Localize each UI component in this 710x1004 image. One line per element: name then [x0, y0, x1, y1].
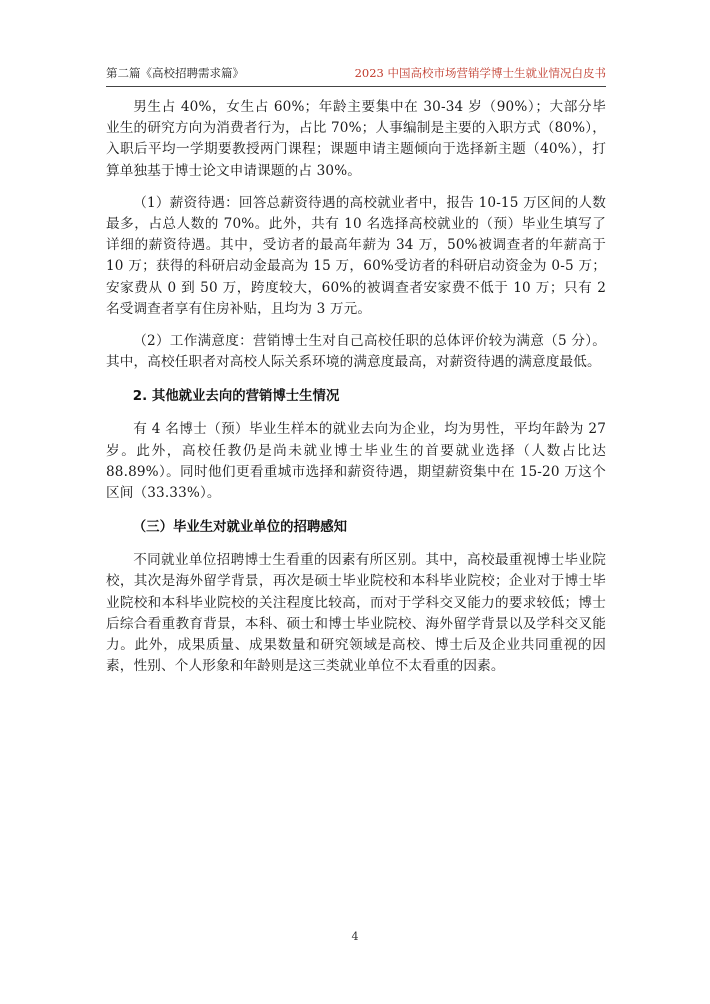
header-document-title: 2023 中国高校市场营销学博士生就业情况白皮书 [354, 66, 606, 80]
paragraph-salary: （1）薪资待遇：回答总薪资待遇的高校就业者中，报告 10-15 万区间的人数最多，占总人数的 70%。此外，共有 10 名选择高校就业的（预）毕业生填写了详细的薪资待遇。其中，受访者的最高年薪为 34 万，50%被调查者的年薪高于 10 万；获得的科研启动金最高为 15 万，60%受访者的科研启动资金为 0-5 万；安家费从 0 到 50 万，跨度较大，60%的被调查者安家费不低于 10 万；只有 2 名受调查者享有住房补贴，且均为 3 万元。 [106, 194, 606, 317]
paragraph-other-employment: 有 4 名博士（预）毕业生样本的就业去向为企业，均为男性，平均年龄为 27 岁。此外，高校任教仍是尚未就业博士毕业生的首要就业选择（人数占比达 88.89%）。同时他们更看重城市选择和薪资待遇，期望薪资集中在 15-20 万这个区间（33.33%）。 [106, 421, 606, 502]
section-heading-recruitment-perception: （三）毕业生对就业单位的招聘感知 [132, 520, 348, 536]
paragraph-satisfaction: （2）工作满意度：营销博士生对自己高校任职的总体评价较为满意（5 分）。其中，高校任职者对高校人际关系环境的满意度最高，对薪资待遇的满意度最低。 [106, 333, 606, 371]
section-heading-other-employment: 2. 其他就业去向的营销博士生情况 [132, 389, 340, 405]
paragraph-demographics: 男生占 40%，女生占 60%；年龄主要集中在 30-34 岁（90%）；大部分毕业生的研究方向为消费者行为，占比 70%；人事编制是主要的入职方式（80%），入职后平均一学期要教授两门课程；课题申请主题倾向于选择新主题（40%），打算单独基于博士论文申请课题的占 30%。 [106, 99, 606, 179]
page-body [106, 97, 606, 677]
paragraph-recruitment-perception: 不同就业单位招聘博士生看重的因素有所区别。其中，高校最重视博士毕业院校，其次是海外留学背景，再次是硕士毕业院校和本科毕业院校；企业对于博士毕业院校和本科毕业院校的关注程度比较高，而对于学科交叉能力的要求较低；博士后综合看重教育背景，本科、硕士和博士毕业院校、海外留学背景以及学科交叉能力。此外，成果质量、成果数量和研究领域是高校、博士后及企业共同重视的因素，性别、个人形象和年龄则是这三类就业单位不太看重的因素。 [106, 552, 606, 675]
header-part-title: 第二篇《高校招聘需求篇》 [106, 66, 244, 80]
page-header [106, 64, 606, 87]
page-number: 4 [351, 930, 359, 943]
